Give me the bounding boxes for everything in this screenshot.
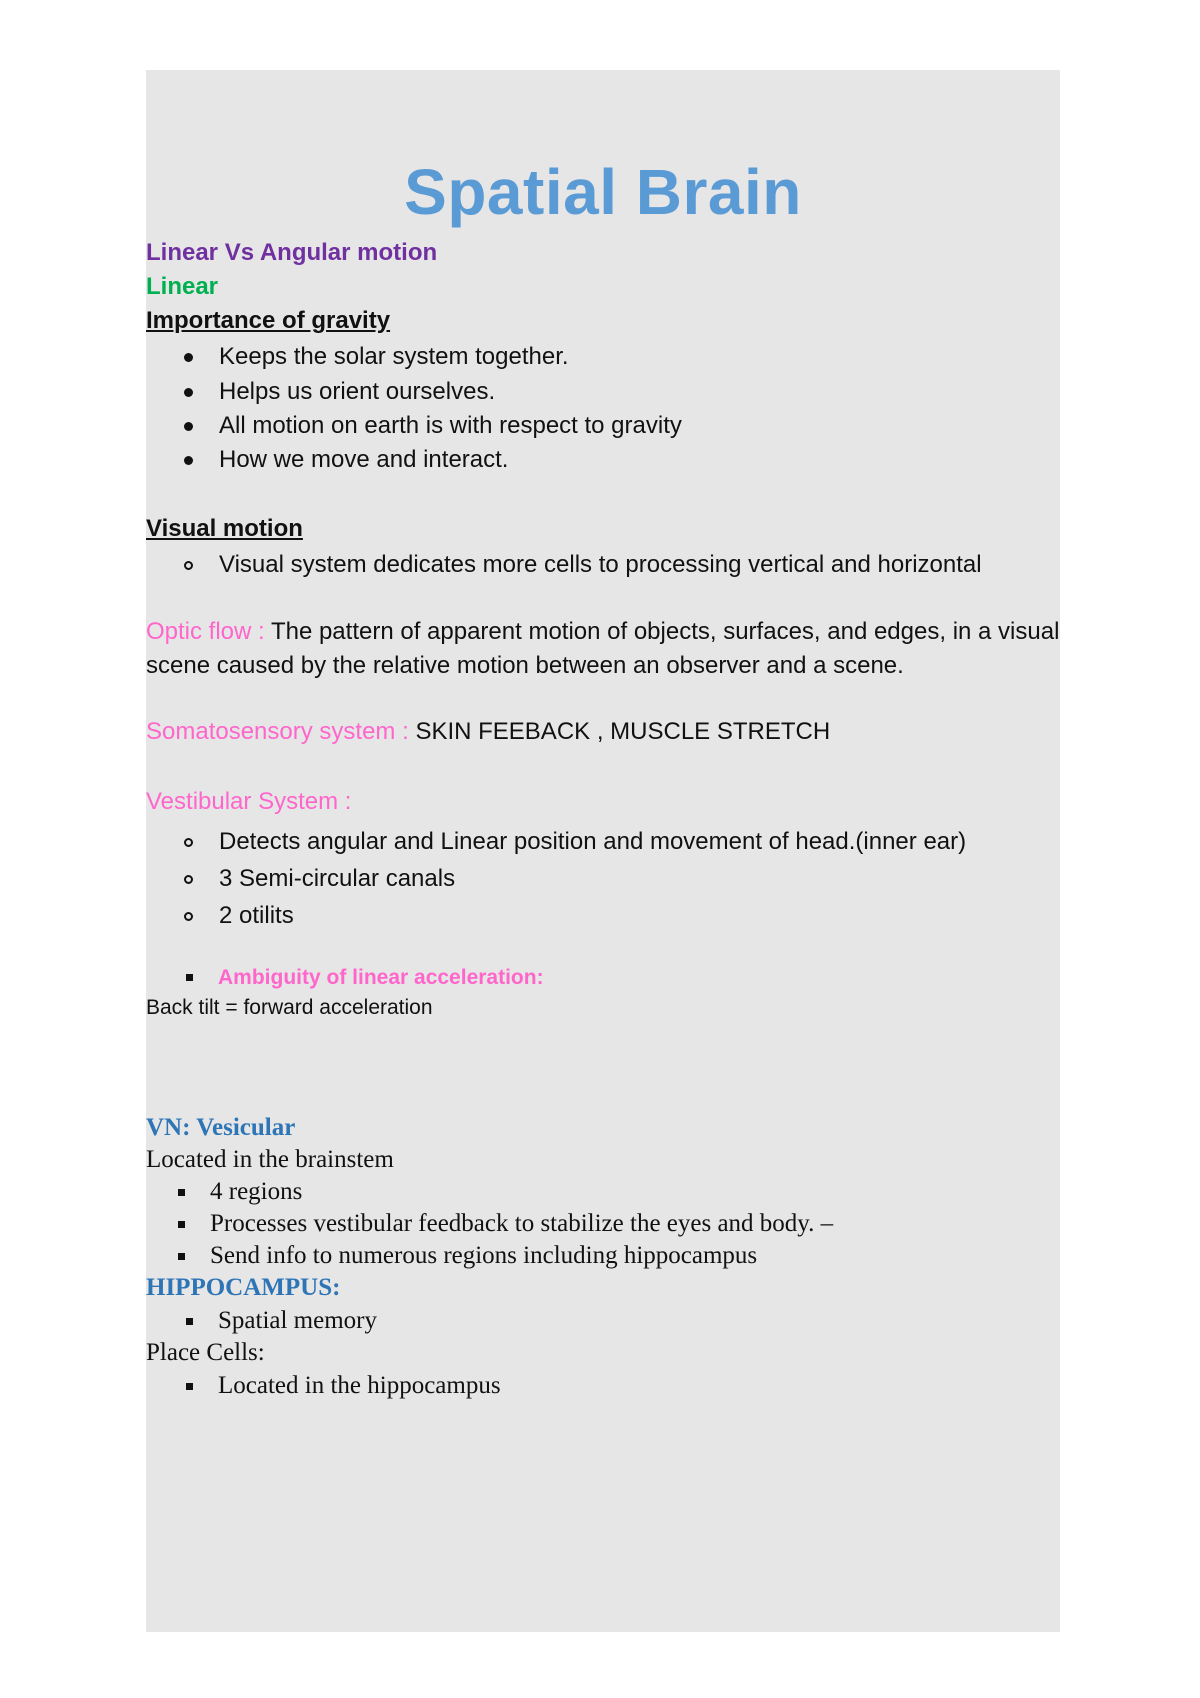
bullet-square-icon: [178, 1221, 185, 1228]
somatosensory-text: SKIN FEEBACK , MUSCLE STRETCH: [415, 718, 831, 745]
list-item: Located in the hippocampus: [218, 1372, 501, 1399]
list-item: Visual system dedicates more cells to processing vertical and horizontal: [219, 551, 982, 578]
list-item: Helps us orient ourselves.: [219, 378, 496, 405]
bullet-circle-icon: [184, 838, 193, 847]
bullet-square-icon: [186, 1383, 193, 1390]
bullet-dot-icon: [184, 456, 193, 465]
list-item: Processes vestibular feedback to stabilize the eyes and body. –: [210, 1210, 834, 1237]
bullet-square-icon: [186, 974, 193, 981]
bullet-dot-icon: [184, 388, 193, 397]
heading-linear-vs-angular: Linear Vs Angular motion: [146, 239, 438, 266]
bullet-square-icon: [178, 1253, 185, 1260]
optic-flow-text: The pattern of apparent motion of objects, surfaces, and edges, in a visual scene caused by the relative motion between an observer and a scene.: [146, 618, 1060, 679]
list-item: How we move and interact.: [219, 446, 509, 473]
page-title: Spatial Brain: [404, 156, 802, 228]
somatosensory-label: Somatosensory system :: [146, 718, 416, 745]
bullet-circle-icon: [184, 912, 193, 921]
vn-located-text: Located in the brainstem: [146, 1146, 394, 1173]
somatosensory-line: [146, 717, 830, 747]
bullet-circle-icon: [184, 561, 193, 570]
list-item: 2 otilits: [219, 902, 294, 929]
heading-vestibular-system: Vestibular System :: [146, 788, 352, 815]
optic-flow-paragraph: [146, 615, 1060, 683]
list-item: Detects angular and Linear position and movement of head.(inner ear): [219, 828, 967, 855]
list-item: All motion on earth is with respect to gravity: [219, 412, 682, 439]
heading-visual-motion: Visual motion: [146, 515, 303, 542]
heading-importance-of-gravity: Importance of gravity: [146, 307, 391, 334]
bullet-dot-icon: [184, 353, 193, 362]
back-tilt-text: Back tilt = forward acceleration: [146, 996, 433, 1019]
optic-flow-label: Optic flow :: [146, 618, 271, 645]
heading-linear: Linear: [146, 273, 219, 300]
list-item: Keeps the solar system together.: [219, 343, 569, 370]
heading-vn-vesicular: VN: Vesicular: [146, 1114, 296, 1141]
bullet-circle-icon: [184, 875, 193, 884]
bullet-square-icon: [186, 1318, 193, 1325]
list-item: 3 Semi-circular canals: [219, 865, 456, 892]
list-item: Spatial memory: [218, 1307, 377, 1334]
heading-hippocampus: HIPPOCAMPUS:: [146, 1274, 341, 1301]
place-cells-label: Place Cells:: [146, 1339, 265, 1366]
document-page: [146, 70, 1060, 1632]
list-item: Send info to numerous regions including hippocampus: [210, 1242, 758, 1269]
ambiguity-label: Ambiguity of linear acceleration:: [218, 966, 544, 989]
bullet-square-icon: [178, 1189, 185, 1196]
bullet-dot-icon: [184, 422, 193, 431]
list-item: 4 regions: [210, 1178, 303, 1205]
